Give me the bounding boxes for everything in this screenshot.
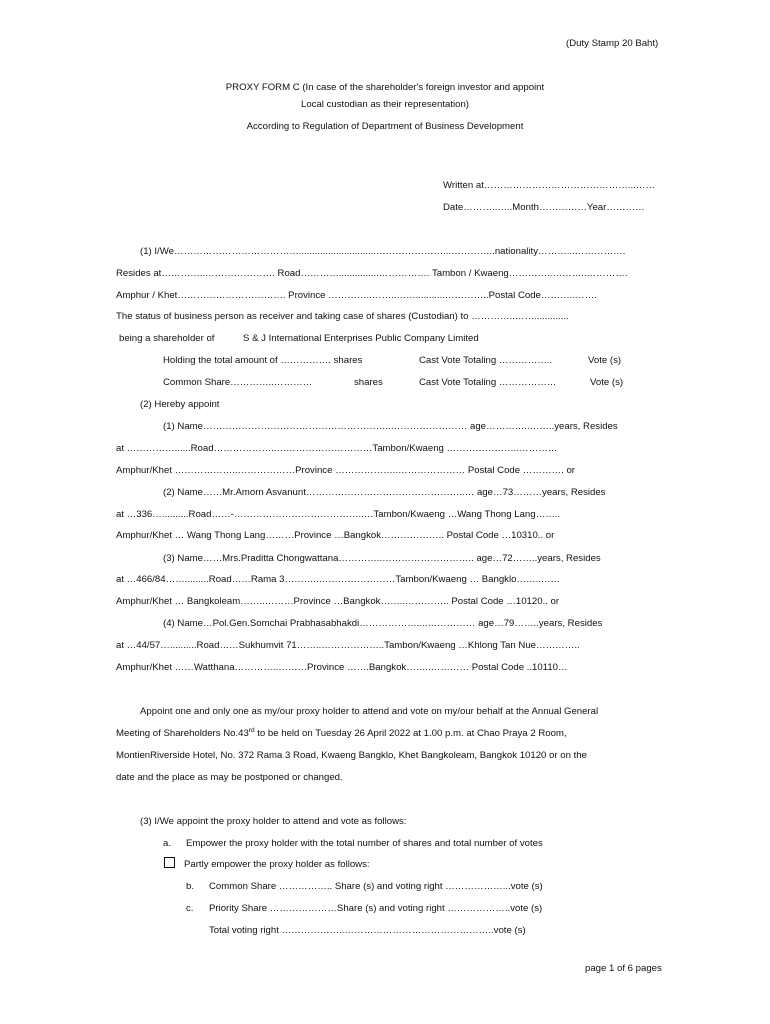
written-at-field[interactable]: Written at………………………………………...…… [443,180,655,191]
option-a-marker: a. [163,838,172,849]
form-title: PROXY FORM C (In case of the shareholder's foreign investor and appoint [225,82,545,93]
holding-vote-unit: Vote (s) [588,355,622,366]
amphur-line[interactable]: Amphur / Khet……………………………. Province …………..……..……...........…………..Postal Code………..……. [116,290,597,301]
option-b-marker: b. [186,881,195,892]
holding-vote-total[interactable]: Cast Vote Totaling …………….. [419,355,553,366]
proxy-3-name[interactable]: (3) Name……Mrs.Praditta Chongwattana…………..……………………….. age…72……..years, Resides [163,553,601,564]
holding-total-shares[interactable]: Holding the total amount of ……………. shares [163,355,363,366]
appoint-paragraph-line1: Appoint one and only one as my/our proxy holder to attend and vote on my/our behalf at the Annual General [140,706,599,717]
shareholder-of-label: being a shareholder of [119,333,215,344]
appoint-paragraph-line2: Meeting of Shareholders No.43rd to be held on Tuesday 26 April 2022 at 1.00 p.m. at Chao Praya 2 Room, [116,726,567,739]
voting-instructions-heading: (3) I/We appoint the proxy holder to attend and vote as follows: [140,816,407,827]
proxy-1-address[interactable]: at ……………......Road………………..…………………………Tambon/Kwaeng …………………..………… [116,443,558,454]
proxy-2-address[interactable]: at …336…..........Road……-…………………………………..…Tambon/Kwaeng …Wang Thong Lang…….. [116,509,561,520]
duty-stamp-note: (Duty Stamp 20 Baht) [566,38,659,49]
proxy-4-amphur[interactable]: Amphur/Khet ……Watthana…………..………Province …….Bangkok……..………… Postal Code ..10110… [116,662,568,673]
option-c-marker: c. [186,903,194,914]
option-a-text: Empower the proxy holder with the total number of shares and total number of votes [186,838,543,849]
common-vote-total[interactable]: Cast Vote Totaling ……………… [419,377,557,388]
proxy-3-address[interactable]: at …466/84…….........Road……Rama 3………..……………………Tambon/Kwaeng … Bangklo……..…… [116,574,561,585]
form-title-line2: Local custodian as their representation) [301,99,469,110]
form-regulation: According to Regulation of Department of Business Development [246,121,524,132]
company-name: S & J International Enterprises Public Company Limited [243,333,479,344]
appoint-paragraph-line3: MontienRiverside Hotel, No. 372 Rama 3 Road, Kwaeng Bangklo, Khet Bangkoleam, Bangkok 10120 or on the [116,750,587,761]
shareholder-name-line[interactable]: (1) I/We………………………………….............................…………………...…………..nationality………...……………. [140,246,626,257]
appoint-paragraph-line4: date and the place as may be postponed or changed. [116,772,343,783]
proxy-4-name[interactable]: (4) Name…Pol.Gen.Somchai Prabhasabhakdi………………....…………… age…79……..years, Resides [163,618,603,629]
proxy-2-name[interactable]: (2) Name……Mr.Amorn Asvanunt…………………………………………..… age…73………years, Resides [163,487,606,498]
proxy-1-amphur[interactable]: Amphur/Khet ………………..………………Province ………………..………………… Postal Code …………. or [116,465,575,476]
custodian-status-line[interactable]: The status of business person as receiver and taking case of shares (Custodian) to …………..……............. [116,311,569,322]
date-field[interactable]: Date………..…..Month……………Year………… [443,202,645,213]
common-share-voting-field[interactable]: Common Share …………….. Share (s) and voting right ………………...vote (s) [209,881,543,892]
partly-empower-label: Partly empower the proxy holder as follows: [184,859,370,870]
common-vote-unit: Vote (s) [590,377,624,388]
common-shares-unit: shares [354,377,383,388]
common-share-field[interactable]: Common Share…………..………… [163,377,313,388]
proxy-3-amphur[interactable]: Amphur/Khet … Bangkoleam……..………Province …Bangkok……..………….. Postal Code …10120.. or [116,596,560,607]
priority-share-voting-field[interactable]: Priority Share …………………Share (s) and voting right ………………..vote (s) [209,903,543,914]
proxy-4-address[interactable]: at …44/57…..........Road……Sukhumvit 71……..………………..Tambon/Kwaeng …Khlong Tan Nue………….. [116,640,580,651]
total-voting-right-field[interactable]: Total voting right ………………..………………………………………..vote (s) [209,925,526,936]
resides-line[interactable]: Resides at…………..…………………. Road…………...............……………. Tambon / Kwaeng…………..………..…………. [116,268,628,279]
proxy-2-amphur[interactable]: Amphur/Khet … Wang Thong Lang………Province …Bangkok……………….. Postal Code …10310.. or [116,530,555,541]
proxy-1-name[interactable]: (1) Name…………………………………………………..…………………… age…………..……..years, Resides [163,421,618,432]
hereby-appoint-heading: (2) Hereby appoint [140,399,220,410]
partly-empower-checkbox[interactable] [164,857,175,868]
page-number: page 1 of 6 pages [585,963,662,974]
